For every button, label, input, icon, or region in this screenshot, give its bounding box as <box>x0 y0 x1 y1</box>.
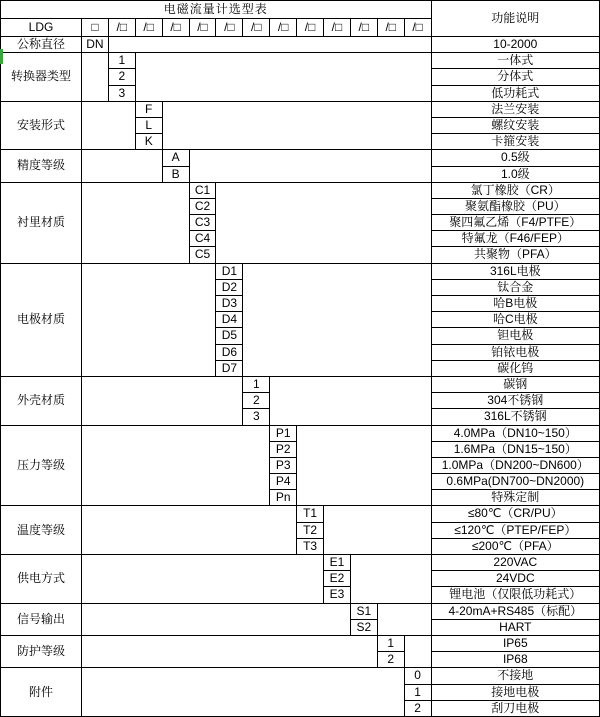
function-description: 1.0MPa（DN200~DN600） <box>431 457 599 473</box>
code-cell-F: F <box>135 101 162 117</box>
left-spacer-cell <box>82 263 216 376</box>
function-description: 法兰安装 <box>431 101 599 117</box>
option-row <box>1 150 600 166</box>
right-spacer-cell <box>404 635 431 667</box>
model-code-slot-5: /□ <box>216 19 243 37</box>
function-description: 碳钢 <box>431 376 599 392</box>
code-cell-C4: C4 <box>189 231 216 247</box>
left-spacer-cell <box>82 506 297 555</box>
left-spacer-cell <box>82 635 378 667</box>
function-description: 4.0MPa（DN10~150） <box>431 425 599 441</box>
left-spacer-cell <box>82 555 324 604</box>
code-cell-A: A <box>162 150 189 166</box>
code-cell-3: 3 <box>243 409 270 425</box>
right-spacer-cell <box>162 101 431 150</box>
function-description: 钛合金 <box>431 279 599 295</box>
function-description: IP68 <box>431 652 599 668</box>
option-row <box>1 37 600 53</box>
code-cell-1: 1 <box>108 53 135 69</box>
code-cell-D3: D3 <box>216 296 243 312</box>
code-cell-L: L <box>135 117 162 133</box>
function-description: 低功耗式 <box>431 85 599 101</box>
code-cell-B: B <box>162 166 189 182</box>
model-code-slot-4: /□ <box>189 19 216 37</box>
code-cell-P3: P3 <box>270 457 297 473</box>
category-label: 供电方式 <box>1 555 82 604</box>
function-description: 1.0级 <box>431 166 599 182</box>
left-spacer-cell <box>82 425 270 506</box>
function-description: 哈C电极 <box>431 312 599 328</box>
left-spacer-cell <box>82 53 109 102</box>
function-description: 316L不锈钢 <box>431 409 599 425</box>
code-cell-C1: C1 <box>189 182 216 198</box>
code-cell-P4: P4 <box>270 474 297 490</box>
category-label: 外壳材质 <box>1 376 82 425</box>
left-spacer-cell <box>82 603 351 635</box>
category-label: 防护等级 <box>1 635 82 667</box>
left-spacer-cell <box>82 101 136 150</box>
function-description: 4-20mA+RS485（标配） <box>431 603 599 619</box>
title-row <box>1 1 600 19</box>
option-row <box>1 635 600 651</box>
code-cell-P1: P1 <box>270 425 297 441</box>
function-description: 不接地 <box>431 668 599 684</box>
model-code-slot-7: /□ <box>270 19 297 37</box>
right-spacer-cell <box>243 263 431 376</box>
option-row <box>1 101 600 117</box>
right-spacer-cell <box>297 425 431 506</box>
function-description: ≤200℃（PFA） <box>431 538 599 554</box>
function-description: 316L电极 <box>431 263 599 279</box>
category-label: 电极材质 <box>1 263 82 376</box>
option-row <box>1 555 600 571</box>
code-cell-1: 1 <box>377 635 404 651</box>
code-cell-D4: D4 <box>216 312 243 328</box>
category-label: 附件 <box>1 668 82 717</box>
code-cell-T1: T1 <box>297 506 324 522</box>
right-spacer-cell <box>108 37 431 53</box>
option-row <box>1 53 600 69</box>
model-code-box: □ <box>82 19 109 37</box>
code-cell-3: 3 <box>108 85 135 101</box>
function-description: 铂铱电极 <box>431 344 599 360</box>
model-code-slot-11: /□ <box>377 19 404 37</box>
model-code-slot-2: /□ <box>135 19 162 37</box>
right-spacer-cell <box>216 182 431 263</box>
function-description: 螺纹安装 <box>431 117 599 133</box>
option-row <box>1 376 600 392</box>
option-row <box>1 263 600 279</box>
function-description: 刮刀电极 <box>431 700 599 716</box>
code-cell-2: 2 <box>404 700 431 716</box>
function-description: 锂电池（仅限低功耗式） <box>431 587 599 603</box>
model-code-slot-1: /□ <box>108 19 135 37</box>
code-cell-T2: T2 <box>297 522 324 538</box>
function-description: HART <box>431 619 599 635</box>
function-description: 一体式 <box>431 53 599 69</box>
code-cell-DN: DN <box>82 37 109 53</box>
code-cell-D1: D1 <box>216 263 243 279</box>
model-prefix-label: LDG <box>1 19 82 37</box>
code-cell-D5: D5 <box>216 328 243 344</box>
function-description: 钽电极 <box>431 328 599 344</box>
code-cell-1: 1 <box>243 376 270 392</box>
function-description: 氯丁橡胶（CR） <box>431 182 599 198</box>
code-cell-E2: E2 <box>324 571 351 587</box>
code-cell-0: 0 <box>404 668 431 684</box>
code-cell-K: K <box>135 134 162 150</box>
function-description: ≤120℃（PTEP/FEP） <box>431 522 599 538</box>
function-description: 聚氨酯橡胶（PU） <box>431 198 599 214</box>
code-cell-2: 2 <box>243 393 270 409</box>
page-title: 电磁流量计选型表 <box>1 1 432 19</box>
left-spacer-cell <box>82 376 243 425</box>
code-cell-E3: E3 <box>324 587 351 603</box>
function-description: 220VAC <box>431 555 599 571</box>
right-spacer-cell <box>135 53 431 102</box>
code-cell-D6: D6 <box>216 344 243 360</box>
function-description: 1.6MPa（DN15~150） <box>431 441 599 457</box>
option-row <box>1 603 600 619</box>
function-description: IP65 <box>431 635 599 651</box>
function-description: 特氟龙（F46/FEP） <box>431 231 599 247</box>
left-spacer-cell <box>82 182 190 263</box>
option-row <box>1 668 600 684</box>
function-description: 0.6MPa(DN700~DN2000) <box>431 474 599 490</box>
function-column-header: 功能说明 <box>431 1 599 37</box>
code-cell-Pn: Pn <box>270 490 297 506</box>
right-spacer-cell <box>189 150 431 182</box>
function-description: 特殊定制 <box>431 490 599 506</box>
code-cell-D2: D2 <box>216 279 243 295</box>
left-spacer-cell <box>82 150 163 182</box>
function-description: ≤80℃（CR/PU） <box>431 506 599 522</box>
function-description: 哈B电极 <box>431 296 599 312</box>
option-row <box>1 425 600 441</box>
function-description: 碳化钨 <box>431 360 599 376</box>
model-code-slot-10: /□ <box>350 19 377 37</box>
code-cell-2: 2 <box>108 69 135 85</box>
code-cell-2: 2 <box>377 652 404 668</box>
code-cell-D7: D7 <box>216 360 243 376</box>
function-description: 24VDC <box>431 571 599 587</box>
right-spacer-cell <box>377 603 431 635</box>
category-label: 精度等级 <box>1 150 82 182</box>
code-cell-P2: P2 <box>270 441 297 457</box>
code-cell-T3: T3 <box>297 538 324 554</box>
code-cell-1: 1 <box>404 684 431 700</box>
category-label: 衬里材质 <box>1 182 82 263</box>
category-label: 温度等级 <box>1 506 82 555</box>
right-spacer-cell <box>270 376 431 425</box>
category-label: 压力等级 <box>1 425 82 506</box>
code-cell-C3: C3 <box>189 215 216 231</box>
category-label: 信号输出 <box>1 603 82 635</box>
model-code-slot-9: /□ <box>324 19 351 37</box>
right-spacer-cell <box>324 506 432 555</box>
model-code-slot-12: /□ <box>404 19 431 37</box>
code-cell-S1: S1 <box>350 603 377 619</box>
code-cell-C2: C2 <box>189 198 216 214</box>
category-label: 安装形式 <box>1 101 82 150</box>
model-code-slot-3: /□ <box>162 19 189 37</box>
function-description: 分体式 <box>431 69 599 85</box>
model-code-slot-6: /□ <box>243 19 270 37</box>
function-description: 10-2000 <box>431 37 599 53</box>
function-description: 共聚物（PFA） <box>431 247 599 263</box>
code-cell-S2: S2 <box>350 619 377 635</box>
function-description: 304不锈钢 <box>431 393 599 409</box>
category-label: 转换器类型 <box>1 53 82 102</box>
code-cell-E1: E1 <box>324 555 351 571</box>
left-spacer-cell <box>82 668 405 717</box>
option-row <box>1 506 600 522</box>
function-description: 接地电极 <box>431 684 599 700</box>
green-scan-artifact <box>0 49 3 64</box>
code-cell-C5: C5 <box>189 247 216 263</box>
model-code-slot-8: /□ <box>297 19 324 37</box>
function-description: 聚四氟乙烯（F4/PTFE） <box>431 215 599 231</box>
category-label: 公称直径 <box>1 37 82 53</box>
right-spacer-cell <box>350 555 431 604</box>
function-description: 卡箍安装 <box>431 134 599 150</box>
function-description: 0.5级 <box>431 150 599 166</box>
option-row <box>1 182 600 198</box>
